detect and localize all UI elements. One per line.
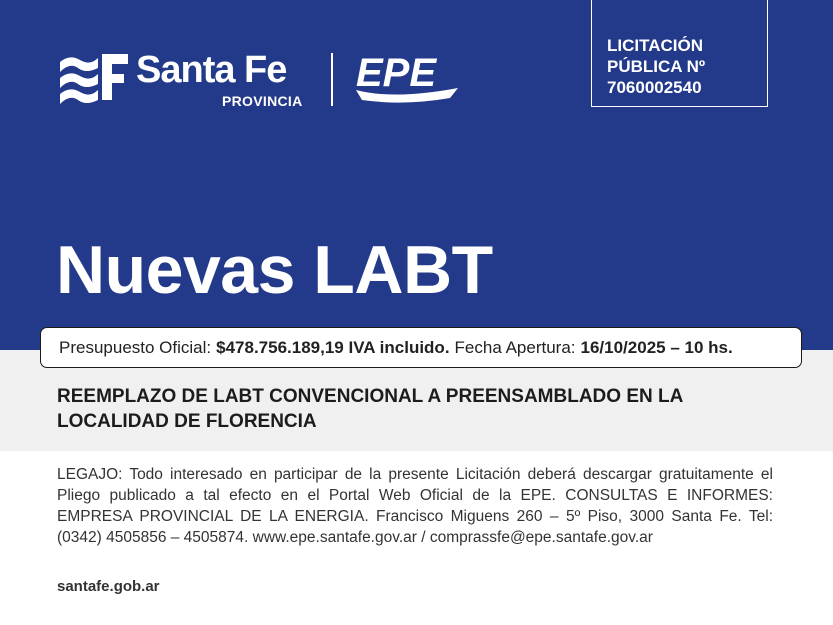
- budget-amount: $478.756.189,19 IVA incluido.: [216, 337, 450, 357]
- licitacion-label: [607, 35, 757, 98]
- budget-box: [40, 327, 802, 368]
- footer-website: santafe.gob.ar: [57, 578, 160, 595]
- opening-value: 16/10/2025 – 10 hs.: [580, 337, 733, 357]
- logo-divider: [331, 53, 333, 106]
- epe-logo: [354, 50, 462, 106]
- santa-fe-logo-icon: [58, 50, 130, 108]
- page-title: Nuevas LABT: [56, 232, 493, 308]
- licitacion-line1: LICITACIÓN: [607, 36, 704, 55]
- brand-subtitle: PROVINCIA: [222, 93, 303, 109]
- brand-name: Santa Fe: [136, 49, 287, 91]
- tender-subtitle: REEMPLAZO DE LABT CONVENCIONAL A PREENSAMBLADO EN LA LOCALIDAD DE FLORENCIA: [57, 386, 683, 432]
- opening-label: Fecha Apertura:: [454, 337, 576, 357]
- legajo-text: LEGAJO: Todo interesado en participar de la presente Licitación deberá descargar gratuitamente el Pliego publicado a tal efecto en el Portal Web Oficial de la EPE. CONSULTAS E INFORMES: EMPRESA PROVINCIAL DE LA ENERGIA. Francisco Miguens 260 – 5º Piso, 3000 Santa Fe. Tel: (0342) 4505856 – 4505874. www.epe.santafe.gov.ar / comprassfe@epe.santafe.gov.ar: [57, 466, 773, 546]
- licitacion-number: 7060002540: [607, 78, 702, 97]
- licitacion-line2: PÚBLICA Nº: [607, 57, 706, 76]
- epe-logo-text: EPE: [356, 51, 437, 95]
- budget-label: Presupuesto Oficial:: [59, 337, 212, 357]
